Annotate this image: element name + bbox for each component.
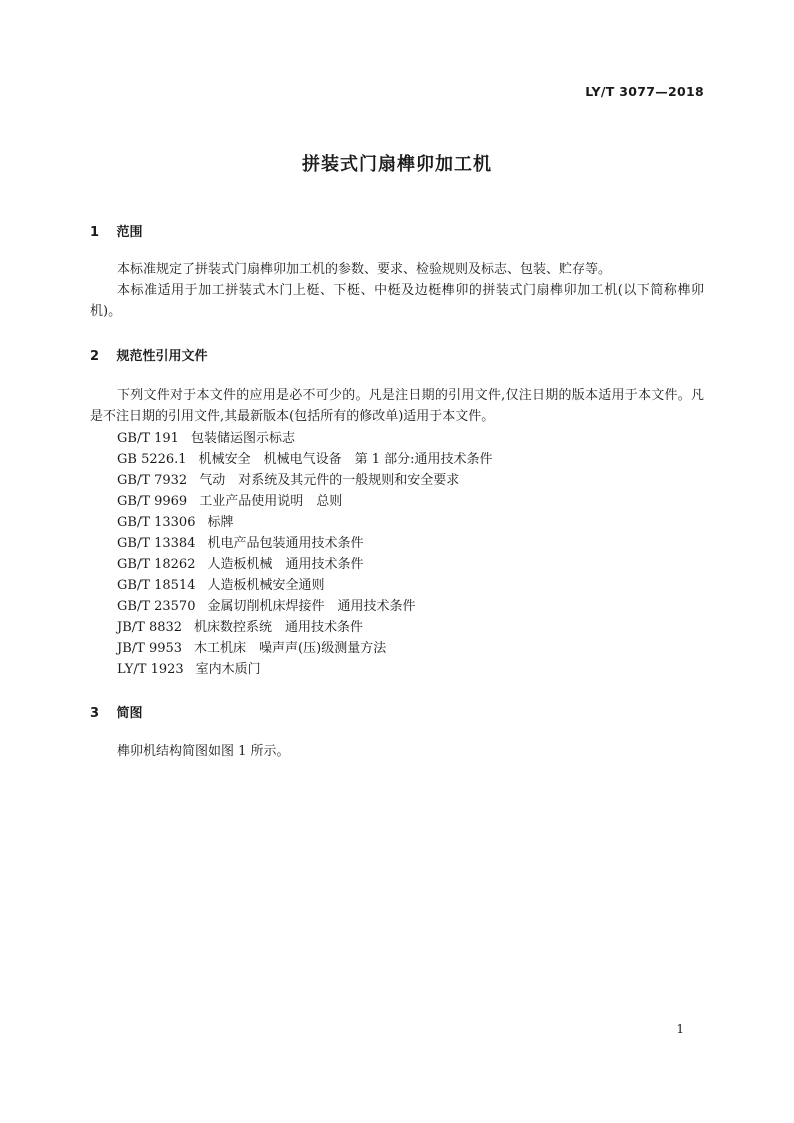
section-3-heading [90, 702, 143, 721]
reference-item [117, 617, 492, 638]
reference-code: LY/T 1923 [117, 662, 184, 677]
reference-code: GB/T 23570 [117, 599, 196, 614]
reference-title: 机械安全 机械电气设备 第 1 部分:通用技术条件 [198, 452, 493, 467]
section-3-title: 简图 [116, 706, 143, 721]
reference-item [117, 638, 492, 659]
section-2-number: 2 [90, 349, 100, 364]
reference-title: 气动 对系统及其元件的一般规则和安全要求 [199, 473, 460, 488]
section-2-heading [90, 345, 208, 364]
reference-code: JB/T 9953 [117, 641, 183, 656]
reference-item [117, 428, 492, 449]
reference-title: 机电产品包装通用技术条件 [207, 536, 364, 551]
reference-title: 包装储运图示标志 [190, 431, 295, 446]
reference-title: 标牌 [207, 515, 234, 530]
reference-code: GB/T 18514 [117, 578, 196, 593]
page-number: 1 [676, 1022, 684, 1036]
section-3-number: 3 [90, 706, 100, 721]
section-1-title: 范围 [116, 225, 143, 240]
section-2-paragraph-1: 下列文件对于本文件的应用是必不可少的。凡是注日期的引用文件,仅注日期的版本适用于本文件。凡是不注日期的引用文件,其最新版本(包括所有的修改单)适用于本文件。 [90, 388, 704, 424]
section-2-title: 规范性引用文件 [116, 349, 208, 364]
section-1-paragraph-1: 本标准规定了拼装式门扇榫卯加工机的参数、要求、检验规则及标志、包装、贮存等。 [117, 262, 612, 277]
reference-item [117, 659, 492, 680]
reference-title: 室内木质门 [195, 662, 261, 677]
reference-code: GB/T 18262 [117, 557, 196, 572]
reference-title: 工业产品使用说明 总则 [199, 494, 343, 509]
reference-title: 机床数控系统 通用技术条件 [194, 620, 364, 635]
reference-item [117, 554, 492, 575]
reference-code: GB 5226.1 [117, 452, 187, 467]
reference-item [117, 470, 492, 491]
reference-title: 人造板机械安全通则 [207, 578, 325, 593]
reference-item [117, 512, 492, 533]
reference-item [117, 575, 492, 596]
normative-reference-list [117, 428, 492, 680]
document-title: 拼装式门扇榫卯加工机 [302, 154, 492, 175]
section-1-number: 1 [90, 225, 100, 240]
reference-code: GB/T 13384 [117, 536, 196, 551]
reference-code: GB/T 7932 [117, 473, 188, 488]
standard-code: LY/T 3077—2018 [585, 84, 704, 99]
reference-code: GB/T 191 [117, 431, 179, 446]
reference-item [117, 449, 492, 470]
reference-code: JB/T 8832 [117, 620, 183, 635]
reference-item [117, 491, 492, 512]
reference-code: GB/T 9969 [117, 494, 188, 509]
section-1-paragraph-2: 本标准适用于加工拼装式木门上梃、下梃、中梃及边梃榫卯的拼装式门扇榫卯加工机(以下简称榫卯机)。 [90, 283, 704, 319]
reference-title: 木工机床 噪声声(压)级测量方法 [194, 641, 387, 656]
section-3-paragraph-1: 榫卯机结构简图如图 1 所示。 [117, 744, 290, 759]
reference-item [117, 533, 492, 554]
section-1-heading [90, 221, 143, 240]
reference-title: 金属切削机床焊接件 通用技术条件 [207, 599, 416, 614]
reference-item [117, 596, 492, 617]
reference-title: 人造板机械 通用技术条件 [207, 557, 364, 572]
reference-code: GB/T 13306 [117, 515, 196, 530]
